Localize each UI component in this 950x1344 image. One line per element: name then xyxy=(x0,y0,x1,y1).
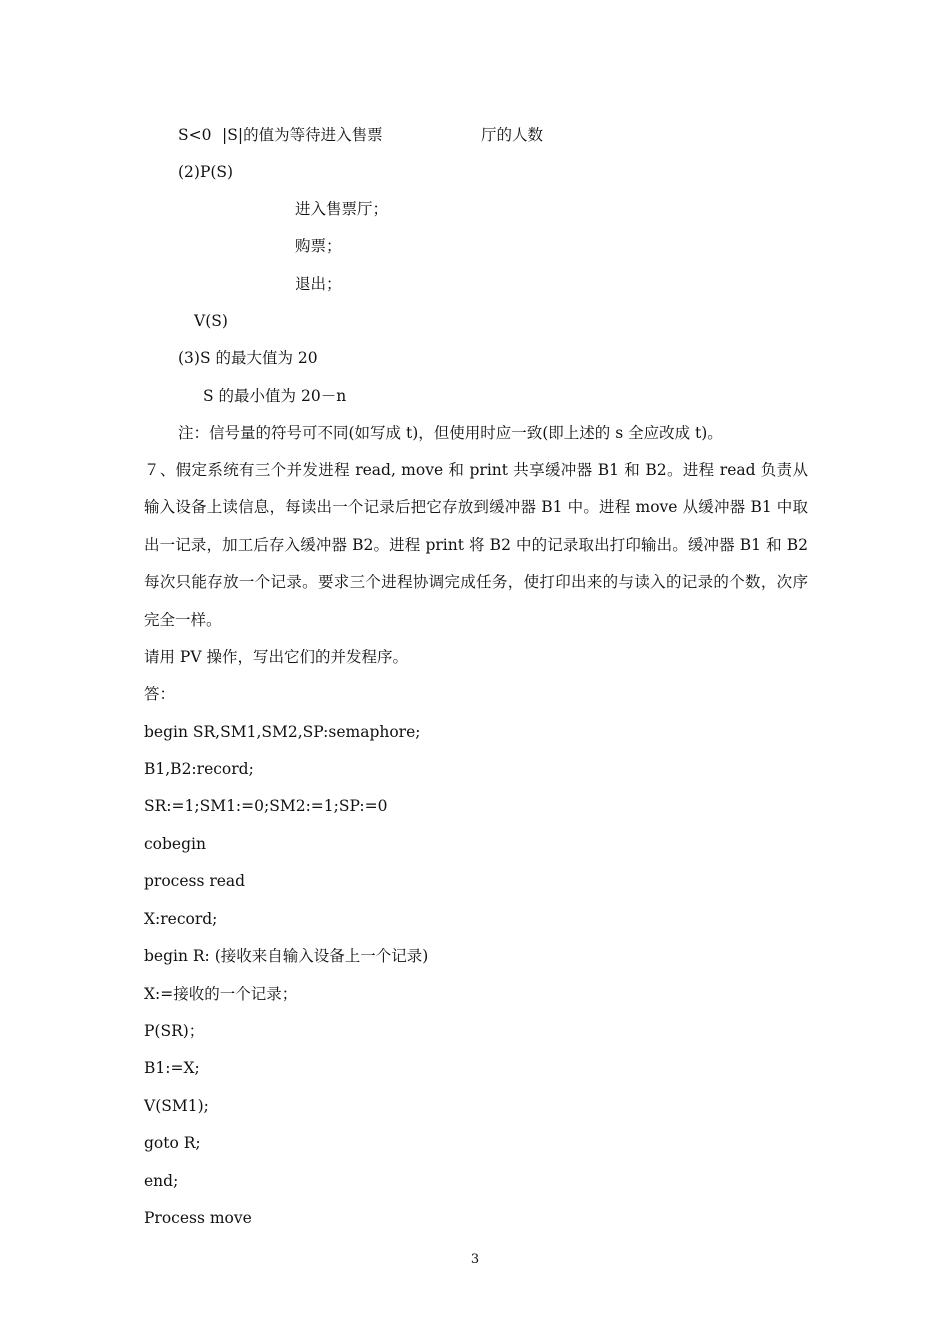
s-less-zero-label: S<0 xyxy=(178,126,212,144)
code-line-09: P(SR)； xyxy=(144,1022,205,1040)
page-number: 3 xyxy=(470,1252,480,1267)
instruction-line: 请用 PV 操作，写出它们的并发程序。 xyxy=(144,648,408,666)
code-line-06: X:record; xyxy=(144,910,218,928)
exit-step: 退出； xyxy=(295,275,342,293)
code-line-13: end; xyxy=(144,1172,179,1190)
code-line-07: begin R: (接收来自输入设备上一个记录) xyxy=(144,947,429,965)
question-7-paragraph: ７、假定系统有三个并发进程 read, move 和 print 共享缓冲器 B1 和 B2。进程 read 负责从输入设备上读信息，每读出一个记录后把它存放到缓冲器 B1 中。进程 move 从缓冲器 B1 中取出一记录，加工后存入缓冲器 B2。进程 print 将 B2 中的记录取出打印输出。缓冲器 B1 和 B2 每次只能存放一个记录。要求三个进程协调完成任务，使打印出来的与读入的记录的个数，次序完全一样。 xyxy=(144,461,808,629)
answer-label: 答： xyxy=(144,685,176,703)
code-line-12: goto R; xyxy=(144,1134,201,1152)
s-abs-description: |S|的值为等待进入售票 xyxy=(222,126,383,144)
code-line-10: B1:=X; xyxy=(144,1059,200,1077)
code-line-01: begin SR,SM1,SM2,SP:semaphore; xyxy=(144,723,421,741)
code-line-05: process read xyxy=(144,872,246,890)
s-abs-description-tail: 厅的人数 xyxy=(481,126,544,144)
part3-min-value: S 的最小值为 20－n xyxy=(203,387,347,405)
enter-hall-step: 进入售票厅； xyxy=(295,200,389,218)
v-operation: V(S) xyxy=(194,312,228,330)
code-line-03: SR:=1;SM1:=0;SM2:=1;SP:=0 xyxy=(144,797,388,815)
part3-max-value: (3)S 的最大值为 20 xyxy=(178,349,318,367)
buy-ticket-step: 购票； xyxy=(295,237,342,255)
code-line-04: cobegin xyxy=(144,835,206,853)
code-line-08: X:=接收的一个记录； xyxy=(144,985,298,1003)
code-line-02: B1,B2:record; xyxy=(144,760,254,778)
code-line-11: V(SM1); xyxy=(144,1097,209,1115)
code-line-14: Process move xyxy=(144,1209,252,1227)
part2-heading: (2)P(S) xyxy=(178,163,234,181)
note-line: 注：信号量的符号可不同(如写成 t)，但使用时应一致(即上述的 s 全应改成 t)。 xyxy=(178,424,723,442)
